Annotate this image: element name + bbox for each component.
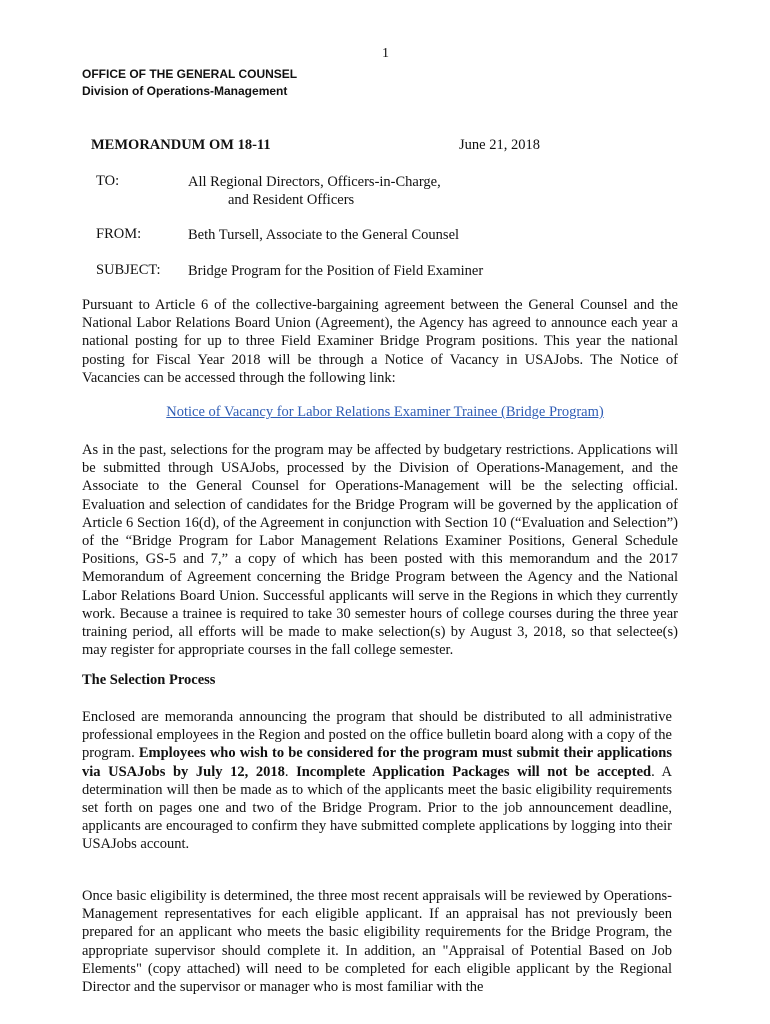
p3-text-b: . [284,763,297,780]
p3-text-c: . A determination will then be made as to which of the applicants meet the basic eligibility requirements set forth on pages one and two of the Bridge Program. Prior to the job announcement deadline, applicants are encouraged to confirm they have submitted complete applications by logging into their USAJobs account. [82,763,673,853]
subject-label: SUBJECT: [96,262,161,278]
to-line-2: and Resident Officers [228,192,355,208]
memo-date: June 21, 2018 [459,137,540,153]
office-header [82,66,297,100]
p3-text-a: Enclosed are memoranda announcing the program that should be distributed to all administrative professional employees in the Region and posted on the office bulletin board along with a copy of the program. [82,709,672,762]
office-title: OFFICE OF THE GENERAL COUNSEL [82,67,298,81]
page-number: 1 [382,46,389,61]
selection-process-paragraph [82,708,672,854]
selection-paragraph: As in the past, selections for the program may be affected by budgetary restrictions. Applications will be submitted through USAJobs, processed by the Division of Operations-Management, and the Associate to the General Counsel for Operations-Management will be the selecting official. Evaluation and selection of candidates for the Bridge Program will be governed by the application of Article 6 Section 16(d), of the Agreement in conjunction with Section 10 (“Evaluation and Selection”) of the “Bridge Program for Labor Management Relations Examiner Positions, General Schedule Positions, GS-5 and 7,” a copy of which has been posted with this memorandum and the 2017 Memorandum of Agreement concerning the Bridge Program between the Agency and the National Labor Relations Board Union. Successful applicants will serve in the Regions in which they currently work. Because a trainee is required to take 30 semester hours of college courses during the three year training period, all efforts will be made to make selection(s) by August 3, 2018, so that selectee(s) may register for appropriate courses in the fall college semester. [82,442,678,659]
memo-id: MEMORANDUM OM 18-11 [91,137,271,153]
to-value [188,173,441,209]
intro-paragraph: Pursuant to Article 6 of the collective-bargaining agreement between the General Counsel and the National Labor Relations Board Union (Agreement), the Agency has agreed to announce each year a national posting for up to three Field Examiner Bridge Program positions. This year the national posting for Fiscal Year 2018 will be through a Notice of Vacancy in USAJobs. The Notice of Vacancies can be accessed through the following link: [82,297,678,386]
p3-deadline-bold: Employees who wish to be considered for the program must submit their applications via USAJobs by July 12, 2018 [82,745,672,780]
vacancy-notice-link[interactable]: Notice of Vacancy for Labor Relations Examiner Trainee (Bridge Program) [166,404,604,420]
subject-value: Bridge Program for the Position of Field Examiner [188,263,484,279]
division-title: Division of Operations-Management [82,84,288,98]
to-line-1: All Regional Directors, Officers-in-Charge, [188,174,441,190]
eligibility-paragraph: Once basic eligibility is determined, the three most recent appraisals will be reviewed by Operations-Management representatives for each eligible applicant. If an appraisal has not previously been prepared for an applicant who meets the basic eligibility requirements for the Bridge Program, the appropriate supervisor should complete it. In addition, an "Appraisal of Potential Based on Job Elements" (copy attached) will need to be completed for each eligible applicant by the Regional Director and the supervisor or manager who is most familiar with the [82,888,672,996]
from-label: FROM: [96,226,142,242]
p3-incomplete-bold: Incomplete Application Packages will not be accepted [296,763,652,780]
section-heading: The Selection Process [82,672,216,688]
to-label: TO: [96,173,120,189]
from-value: Beth Tursell, Associate to the General Counsel [188,227,460,243]
